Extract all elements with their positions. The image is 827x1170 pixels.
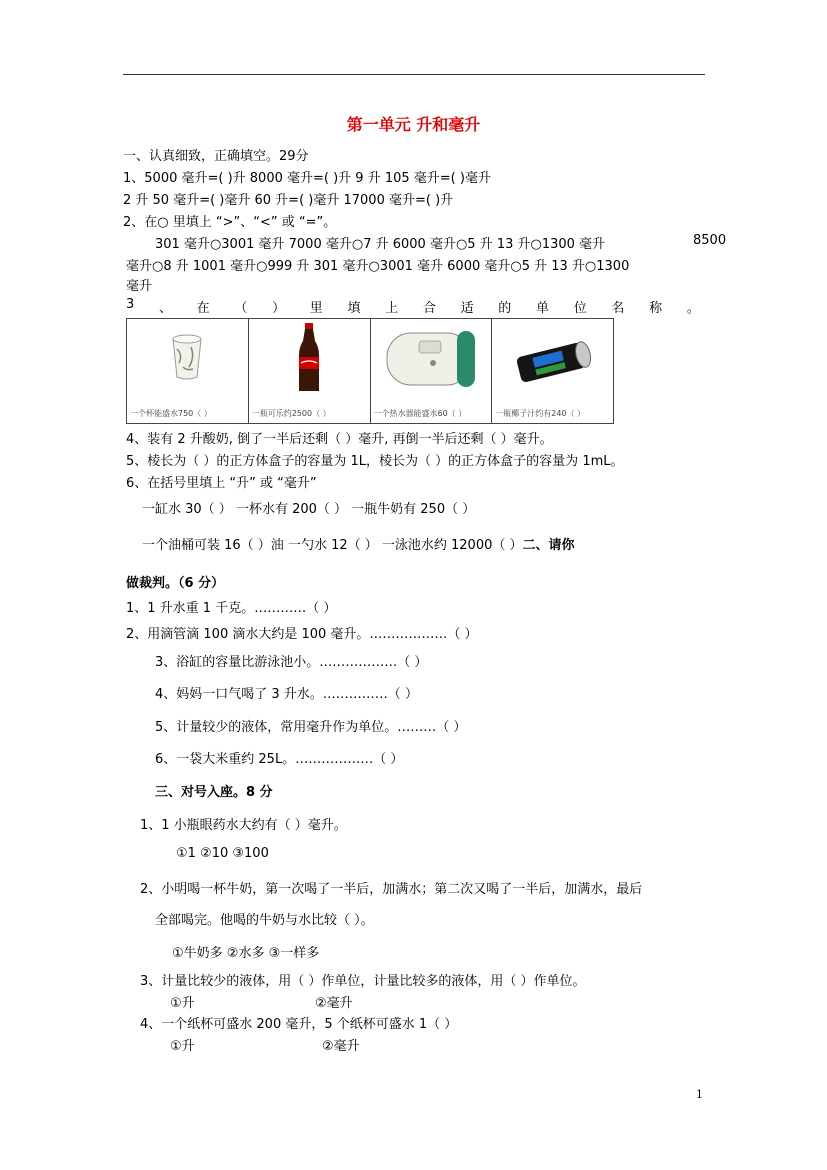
q4: 4、装有 2 升酸奶, 倒了一半后还剩（ ）毫升, 再倒一半后还剩（ ）毫升。: [126, 432, 553, 447]
q5: 5、棱长为（ ）的正方体盒子的容量为 1L，棱长为（ ）的正方体盒子的容量为 1mL。: [126, 454, 624, 469]
choice-q4-option-2: ②毫升: [322, 1039, 360, 1054]
page-number: 1: [696, 1088, 703, 1101]
cup-icon: [157, 327, 217, 387]
picture-cell-cola: [249, 319, 371, 423]
cola-bottle-icon: [289, 321, 329, 395]
caption-heater: 一个热水器能盛水60（ ）: [373, 409, 467, 418]
page-title: 第一单元 升和毫升: [346, 115, 481, 134]
q1-line-a: 1、5000 毫升=( )升 8000 毫升=( )升 9 升 105 毫升=( )毫升: [123, 171, 491, 186]
q2-instruction: 2、在○ 里填上 “>”、“<” 或 “=”。: [123, 215, 337, 230]
judge-item-4: 4、妈妈一口气喝了 3 升水。……………（ ）: [155, 687, 418, 702]
choice-q3: 3、计量比较少的液体，用（ ）作单位，计量比较多的液体，用（ ）作单位。: [140, 974, 586, 989]
judge-item-1: 1、1 升水重 1 千克。…………（ ）: [126, 601, 337, 616]
choice-q1-options: ①1 ②10 ③100: [176, 846, 269, 861]
q1-line-b: 2 升 50 毫升=( )毫升 60 升=( )毫升 17000 毫升=( )升: [123, 193, 454, 208]
section-3-heading: 三、对号入座。8 分: [155, 785, 273, 800]
q3-instruction: 3 、 在 （ ） 里 填 上 合 适 的 单 位 名 称 。: [126, 297, 700, 316]
caption-cup: 一个杯能盛水750（ ）: [130, 409, 212, 418]
coconut-juice-can-icon: [508, 337, 598, 387]
judge-item-6: 6、一袋大米重约 25L。………………（ ）: [155, 752, 404, 767]
choice-q4-option-1: ①升: [170, 1039, 195, 1054]
judge-item-2: 2、用滴管滴 100 滴水大约是 100 毫升。………………（ ）: [126, 627, 478, 642]
choice-q1: 1、1 小瓶眼药水大约有（ ）毫升。: [140, 818, 347, 833]
caption-coconut: 一瓶椰子汁约有240（ ）: [495, 409, 586, 418]
section-2-heading: 做裁判。（6 分）: [126, 576, 225, 591]
picture-cell-coconut: [492, 319, 613, 423]
q2-line-b: 毫升○8 升 1001 毫升○999 升 301 毫升○3001 毫升 6000 毫升○5 升 13 升○1300: [126, 259, 630, 274]
header-rule: [123, 74, 705, 75]
q2-line-c: 毫升: [126, 279, 153, 294]
section-1-heading: 一、认真细致，正确填空。29分: [123, 149, 309, 164]
picture-table: [126, 318, 614, 424]
caption-cola: 一瓶可乐约2500（ ）: [251, 409, 331, 418]
picture-cell-cup: [127, 319, 249, 423]
choice-q2-options: ①牛奶多 ②水多 ③一样多: [172, 946, 320, 961]
q6-line-a: 一缸水 30（ ） 一杯水有 200（ ） 一瓶牛奶有 250（ ）: [142, 502, 476, 517]
picture-cell-heater: [371, 319, 493, 423]
q2-line-a: 301 毫升○3001 毫升 7000 毫升○7 升 6000 毫升○5 升 13 升○1300 毫升: [155, 237, 606, 252]
choice-q2: 2、小明喝一杯牛奶，第一次喝了一半后，加满水；第二次又喝了一半后，加满水，最后: [140, 882, 643, 897]
section-2-heading-start: 二、请你: [522, 538, 575, 553]
q6-instruction: 6、在括号里填上 “升” 或 “毫升”: [126, 476, 317, 491]
choice-q3-option-2: ②毫升: [315, 996, 353, 1011]
judge-item-5: 5、计量较少的液体，常用毫升作为单位。………（ ）: [155, 720, 467, 735]
q6-line-b: 一个油桶可装 16（ ）油 一勺水 12（ ） 一泳池水约 12000（ ）二、请你: [142, 538, 575, 553]
water-heater-icon: [381, 325, 481, 391]
q2-line-a-tail: 8500: [693, 233, 727, 248]
judge-item-3: 3、浴缸的容量比游泳池小。………………（ ）: [155, 655, 428, 670]
choice-q3-option-1: ①升: [170, 996, 195, 1011]
choice-q2-cont: 全部喝完。他喝的牛奶与水比较（ ）。: [155, 913, 374, 928]
choice-q4: 4、一个纸杯可盛水 200 毫升，5 个纸杯可盛水 1（ ）: [140, 1017, 458, 1032]
